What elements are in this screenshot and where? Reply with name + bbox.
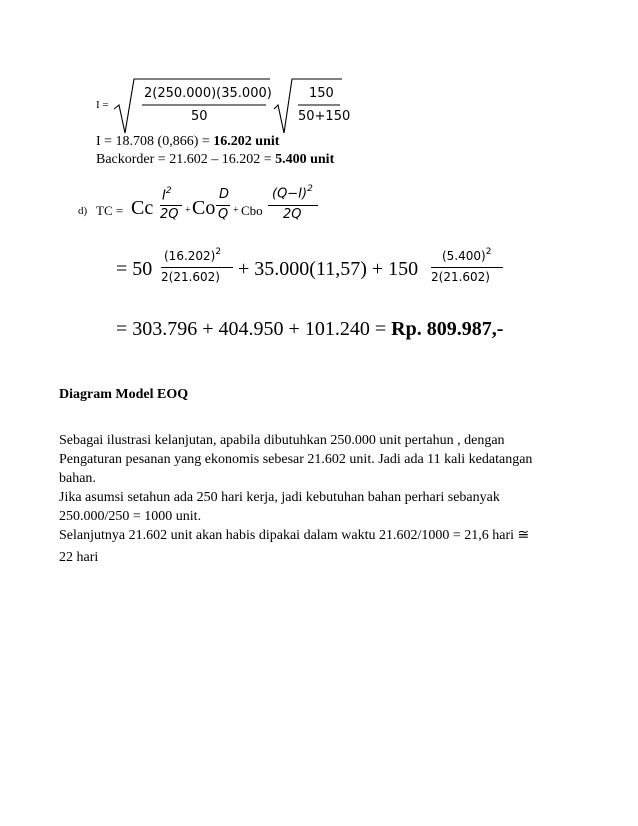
section-heading: Diagram Model EOQ: [59, 387, 189, 402]
line-i-result: [96, 132, 279, 151]
total-expression: = 303.796 + 404.950 + 101.240 =: [116, 318, 392, 340]
calc-fraction-2-num: $(5.400)^2$: [442, 247, 492, 263]
tc-plus-1: +: [185, 205, 191, 216]
tc-fraction-2-den: Q: [218, 207, 229, 222]
tc-cc: Cc: [131, 197, 154, 219]
tc-plus-2: +: [233, 205, 239, 216]
paragraph-line-3: bahan.: [59, 471, 96, 486]
calc-fraction-1-bar: [161, 267, 233, 268]
radical-sign-2: [272, 75, 344, 137]
paragraph-line-6: Selanjutnya 21.602 unit akan habis dipakai dalam waktu 21.602/1000 = 21,6 hari ≅: [59, 528, 530, 543]
line-backorder: [96, 150, 334, 169]
calc-eq-50: = 50: [116, 258, 153, 280]
paragraph-line-1: Sebagai ilustrasi kelanjutan, apabila dibutuhkan 250.000 unit pertahun , dengan: [59, 433, 505, 448]
total-result: Rp. 809.987,-: [391, 318, 504, 340]
formula-i-denominator-2: 50+150: [298, 109, 351, 124]
line-i-prefix: I = 18.708 (0,866) =: [96, 134, 214, 149]
tc-fraction-2-num: D: [219, 187, 230, 202]
paragraph-line-5: 250.000/250 = 1000 unit.: [59, 509, 202, 524]
line-backorder-value: 5.400 unit: [275, 152, 335, 167]
tc-fraction-2-bar: [216, 205, 230, 206]
formula-i-numerator-1: 2(250.000)(35.000): [144, 86, 272, 101]
tc-fraction-1-bar: [160, 205, 182, 206]
calc-middle-terms: + 35.000(11,57) + 150: [238, 258, 419, 280]
formula-i-denominator-1: 50: [191, 109, 208, 124]
calc-fraction-1-den: 2(21.602): [161, 270, 220, 284]
calc-fraction-1-num: $(16.202)^2$: [164, 247, 222, 263]
tc-co: Co: [192, 197, 216, 219]
item-label-d: d): [78, 205, 88, 217]
tc-fraction-3-num: $(Q-I)^2$: [272, 184, 313, 202]
formula-i-lhs: I =: [96, 99, 109, 111]
paragraph-line-7: 22 hari: [59, 550, 99, 565]
calc-fraction-2-den: 2(21.602): [431, 270, 490, 284]
paragraph-line-2: Pengaturan pesanan yang ekonomis sebesar 21.602 unit. Jadi ada 11 kali kedatangan: [59, 452, 533, 467]
paragraph-line-4: Jika asumsi setahun ada 250 hari kerja, jadi kebutuhan bahan perhari sebanyak: [59, 490, 500, 505]
tc-lhs: TC =: [96, 203, 124, 218]
tc-cbo: Cbo: [241, 203, 263, 218]
total-line: [116, 318, 503, 341]
tc-fraction-1-num: $I^2$: [162, 186, 172, 204]
radical-sign-1: [112, 75, 272, 137]
calc-fraction-2-bar: [431, 267, 503, 268]
tc-fraction-3-den: 2Q: [283, 207, 302, 222]
line-i-value: 16.202 unit: [213, 134, 280, 149]
formula-i-numerator-2: 150: [309, 86, 334, 101]
tc-fraction-3-bar: [268, 205, 318, 206]
tc-fraction-1-den: 2Q: [160, 207, 179, 222]
line-backorder-prefix: Backorder = 21.602 – 16.202 =: [96, 152, 276, 167]
